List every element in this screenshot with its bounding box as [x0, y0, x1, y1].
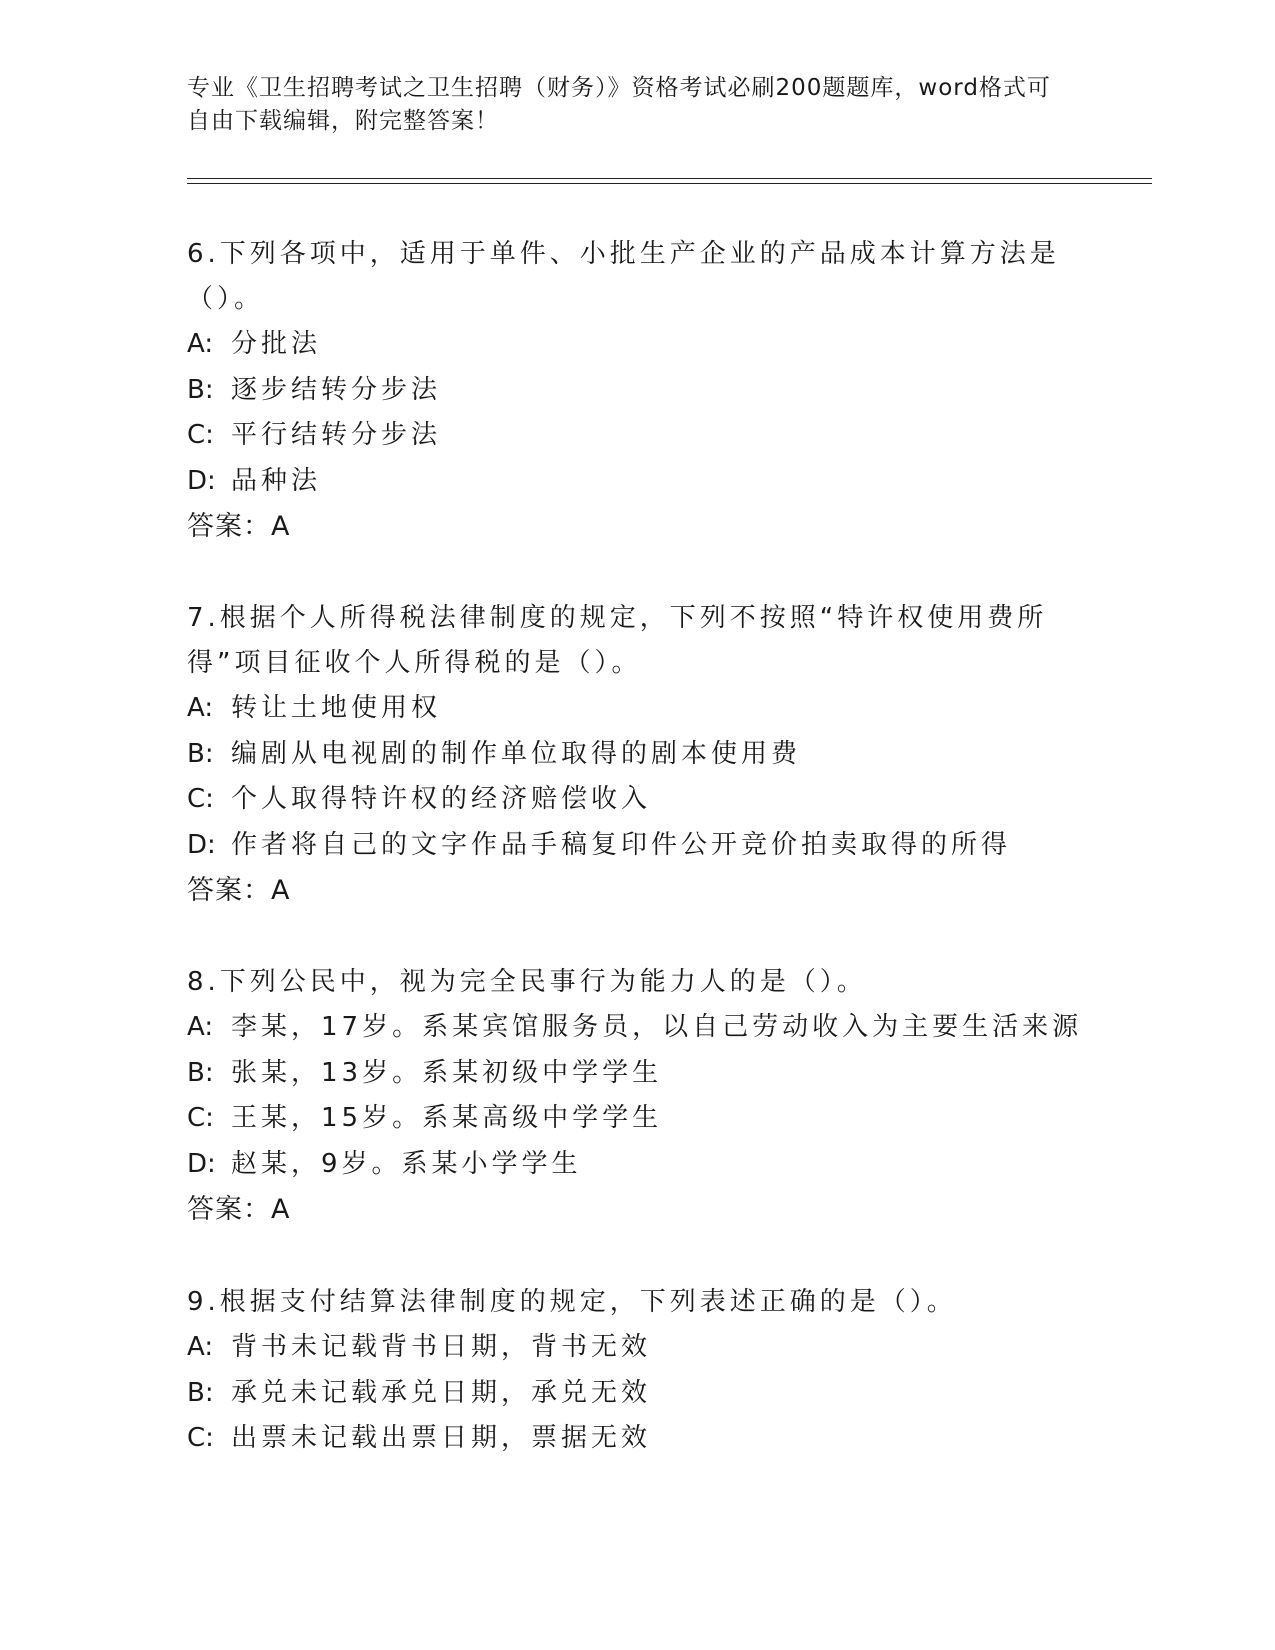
question-stem: 8.下列公民中，视为完全民事行为能力人的是（）。 — [187, 967, 867, 997]
option-text: 背书未记载背书日期，背书无效 — [231, 1332, 652, 1362]
question-7 — [187, 596, 1067, 914]
option-letter: D: — [187, 829, 216, 860]
option-letter: A: — [187, 1332, 214, 1362]
option-b — [187, 732, 1067, 778]
option-text: 承兑未记载承兑日期，承兑无效 — [231, 1377, 652, 1408]
option-d — [187, 459, 1067, 505]
option-letter: D: — [187, 1148, 216, 1179]
option-letter: C: — [187, 1423, 214, 1453]
option-b — [187, 1371, 1067, 1417]
option-c — [187, 777, 1067, 823]
question-8 — [187, 960, 1083, 1233]
option-a — [187, 1325, 1067, 1371]
option-text: 作者将自己的文字作品手稿复印件公开竞价拍卖取得的所得 — [231, 829, 1012, 860]
option-text: 个人取得特许权的经济赔偿收入 — [231, 784, 652, 814]
option-text: 逐步结转分步法 — [231, 374, 442, 405]
option-letter: A: — [187, 329, 214, 359]
header-intro-text: 专业《卫生招聘考试之卫生招聘（财务）》资格考试必刷200题题库，word格式可自由下载编辑，附完整答案！ — [187, 75, 1051, 134]
option-c — [187, 1096, 1067, 1142]
option-c — [187, 413, 1067, 459]
option-letter: A: — [187, 693, 214, 723]
option-letter: B: — [187, 1377, 214, 1408]
header-divider-top — [187, 178, 1152, 179]
option-text: 张某，13岁。系某初级中学学生 — [231, 1057, 663, 1088]
option-text: 品种法 — [231, 465, 322, 496]
option-text: 转让土地使用权 — [231, 693, 442, 723]
option-letter: B: — [187, 738, 214, 769]
option-text: 出票未记载出票日期，票据无效 — [231, 1423, 652, 1453]
question-6 — [187, 232, 1067, 550]
option-letter: C: — [187, 1103, 214, 1133]
question-9 — [187, 1280, 1067, 1462]
option-d — [187, 823, 1067, 869]
answer-label: 答案：A — [187, 1194, 291, 1225]
option-text: 编剧从电视剧的制作单位取得的剧本使用费 — [231, 738, 802, 769]
option-a — [187, 1005, 1083, 1051]
option-letter: B: — [187, 1057, 214, 1088]
option-text: 李某，17岁。系某宾馆服务员，以自己劳动收入为主要生活来源 — [231, 1012, 1083, 1042]
option-a — [187, 686, 1067, 732]
question-stem: 7.根据个人所得税法律制度的规定，下列不按照“特许权使用费所得”项目征收个人所得税的是（）。 — [187, 603, 1048, 678]
option-text: 分批法 — [231, 329, 322, 359]
document-header — [187, 72, 1067, 138]
option-text: 平行结转分步法 — [231, 420, 442, 450]
question-stem: 9.根据支付结算法律制度的规定，下列表述正确的是（）。 — [187, 1287, 957, 1317]
answer-label: 答案：A — [187, 511, 291, 542]
header-divider-bottom — [187, 183, 1152, 184]
option-letter: C: — [187, 420, 214, 450]
option-text: 赵某，9岁。系某小学学生 — [231, 1148, 582, 1179]
option-text: 王某，15岁。系某高级中学学生 — [231, 1103, 663, 1133]
answer-label: 答案：A — [187, 875, 291, 906]
option-letter: D: — [187, 465, 216, 496]
option-d — [187, 1142, 1067, 1188]
option-a — [187, 322, 1067, 368]
question-stem: 6.下列各项中，适用于单件、小批生产企业的产品成本计算方法是（）。 — [187, 239, 1060, 314]
option-letter: B: — [187, 374, 214, 405]
option-c — [187, 1416, 1067, 1462]
option-b — [187, 1051, 1067, 1097]
option-b — [187, 368, 1067, 414]
option-letter: A: — [187, 1012, 214, 1042]
option-letter: C: — [187, 784, 214, 814]
